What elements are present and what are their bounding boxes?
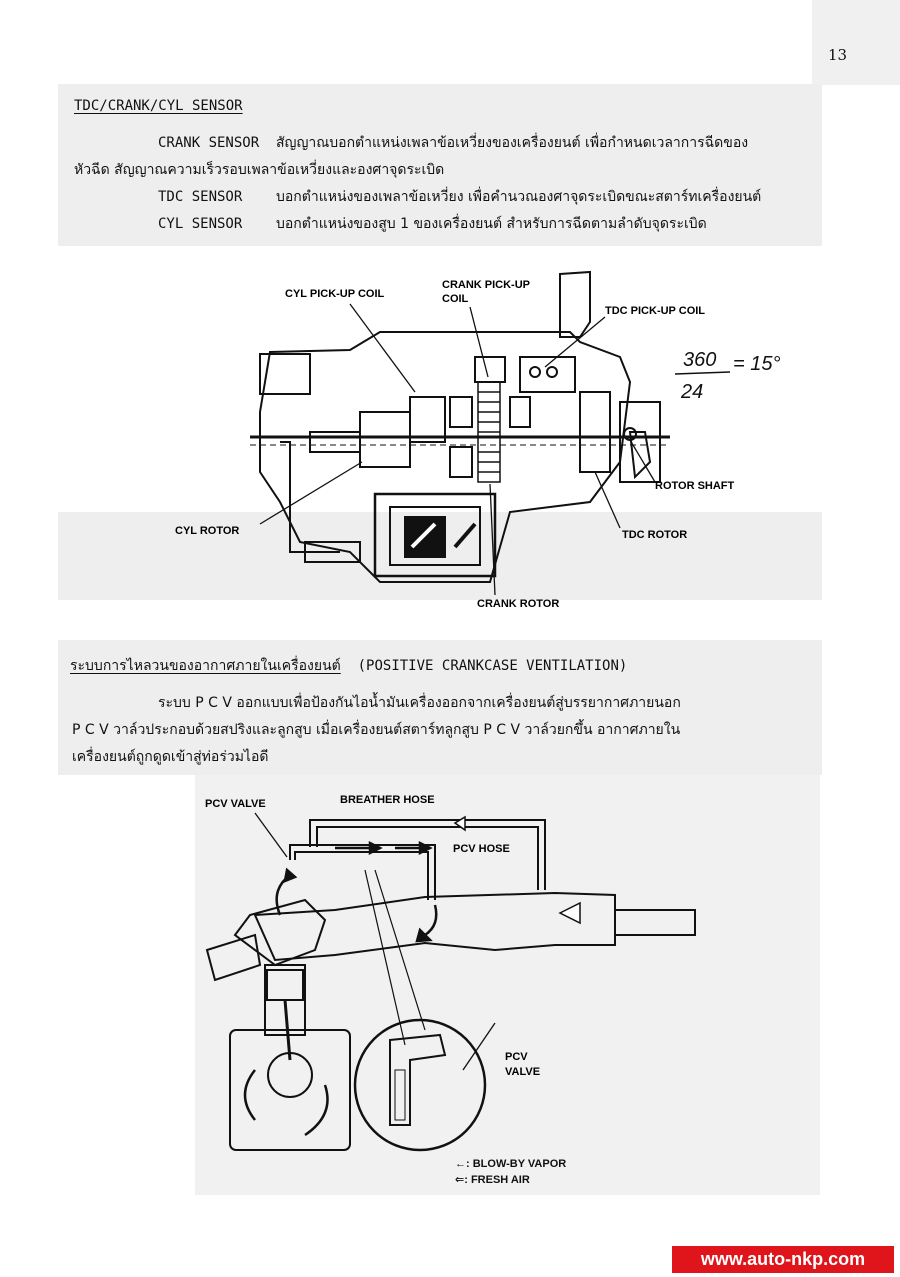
scan-corner-shadow [812, 0, 900, 85]
section2-line-3: เครื่องยนต์ถูกดูดเข้าสู่ท่อร่วมไอดี [72, 749, 269, 765]
left-tube [280, 442, 340, 552]
section1-line-3 [158, 184, 761, 211]
leader-pcv-valve [255, 813, 287, 857]
handwritten-note [665, 330, 795, 410]
section2-heading-en: (POSITIVE CRANKCASE VENTILATION) [357, 658, 628, 674]
legend-blowby-text: : BLOW-BY VAPOR [466, 1158, 567, 1170]
leader-tdc-rotor [595, 472, 620, 528]
section1-heading: TDC/CRANK/CYL SENSOR [74, 98, 243, 114]
section2-line-1: ระบบ P C V ออกแบบเพื่อป้องกันไอน้ำมันเครื่องออกจากเครื่องยนต์สู่บรรยากาศภายนอก [158, 695, 681, 711]
label-pcv-valve-detail-1: PCV [505, 1051, 528, 1063]
crank-rotor-teeth [478, 382, 500, 482]
label-tdc-rotor: TDC ROTOR [622, 529, 688, 541]
label-tdc-pickup-coil: TDC PICK-UP COIL [605, 305, 706, 317]
pcv-valve-detail-body [390, 1035, 445, 1125]
top-pipe [560, 272, 590, 337]
tdc-rotor-disk [580, 392, 610, 472]
label-crank-pickup-coil-2: COIL [442, 293, 469, 305]
air-intake-duct [615, 910, 695, 935]
tdc-crank-cyl-sensor-diagram [150, 262, 800, 612]
pcv-valve-detail-circle [355, 1020, 485, 1150]
label-crank-rotor: CRANK ROTOR [477, 598, 560, 610]
fresh-air-arrow-intake [560, 903, 580, 923]
handwritten-denominator: 24 [681, 381, 704, 403]
label-pcv-valve-detail-2: VALVE [505, 1066, 541, 1078]
section2-heading [70, 655, 627, 677]
cyl-pickup-coil-body [410, 397, 445, 442]
legend-blowby [455, 1158, 566, 1170]
term-tdc-sensor: TDC SENSOR [158, 189, 243, 205]
leader-cyl-rotor [260, 462, 362, 524]
left-cap [260, 354, 310, 394]
term-cyl-sensor: CYL SENSOR [158, 216, 243, 232]
crank-pickup-coil-body [475, 357, 505, 382]
leader-pcv-valve-detail [463, 1023, 495, 1070]
label-rotor-shaft: ROTOR SHAFT [655, 480, 735, 492]
cylinder-head [235, 900, 325, 965]
label-cyl-rotor: CYL ROTOR [175, 525, 240, 537]
legend-fresh-air [455, 1173, 530, 1186]
label-crank-pickup-coil-1: CRANK PICK-UP [442, 279, 530, 291]
tdc-sensor-desc: บอกตำแหน่งของเพลาข้อเหวี่ยง เพื่อคำนวณองศาจุดระเบิดขณะสตาร์ทเครื่องยนต์ [276, 189, 762, 205]
lower-coil-core [405, 517, 445, 557]
bearing-right [510, 397, 530, 427]
piston [267, 970, 303, 1000]
leader-crank-pickup-coil [470, 307, 488, 377]
page-number: 13 [828, 46, 848, 64]
crank-sensor-desc: สัญญาณบอกตำแหน่งเพลาข้อเหวี่ยงของเครื่องยนต์ เพื่อกำหนดเวลาการฉีดของ [276, 135, 749, 151]
section1-line-4 [158, 211, 707, 238]
label-pcv-hose: PCV HOSE [453, 843, 510, 855]
label-breather-hose: BREATHER HOSE [340, 794, 435, 806]
legend-blowby-symbol: ← [455, 1158, 466, 1170]
site-watermark: www.auto-nkp.com [672, 1246, 894, 1273]
fresh-air-arrow-breather [455, 817, 465, 830]
legend-fresh-air-text: : FRESH AIR [464, 1174, 530, 1186]
handwritten-result: = 15° [733, 353, 781, 375]
cyl-sensor-desc: บอกตำแหน่งของสูบ 1 ของเครื่องยนต์ สำหรับการฉีดตามลำดับจุดระเบิด [276, 216, 707, 232]
section1-line-2: หัวฉีด สัญญาณความเร็วรอบเพลาข้อเหวี่ยงและองศาจุดระเบิด [74, 162, 445, 178]
legend-fresh-air-symbol: ⇐ [455, 1174, 465, 1186]
bearing-left [450, 397, 472, 427]
label-cyl-pickup-coil: CYL PICK-UP COIL [285, 288, 385, 300]
section2-heading-th: ระบบการไหลวนของอากาศภายในเครื่องยนต์ [70, 658, 341, 674]
label-pcv-valve-top: PCV VALVE [205, 798, 266, 810]
exhaust-port [207, 935, 260, 980]
cyl-rotor-body [360, 412, 410, 467]
handwritten-numerator: 360 [683, 349, 717, 371]
term-crank-sensor: CRANK SENSOR [158, 135, 260, 151]
pcv-system-diagram [195, 785, 715, 1175]
pcv-hose [290, 845, 435, 900]
section2-line-2: P C V วาล์วประกอบด้วยสปริงและลูกสูบ เมื่อเครื่องยนต์สตาร์ทลูกสูบ P C V วาล์วยกขึ้น อากาศภายใน [72, 722, 681, 738]
section1-line-1 [158, 130, 748, 157]
leader-cyl-pickup-coil [350, 304, 415, 392]
